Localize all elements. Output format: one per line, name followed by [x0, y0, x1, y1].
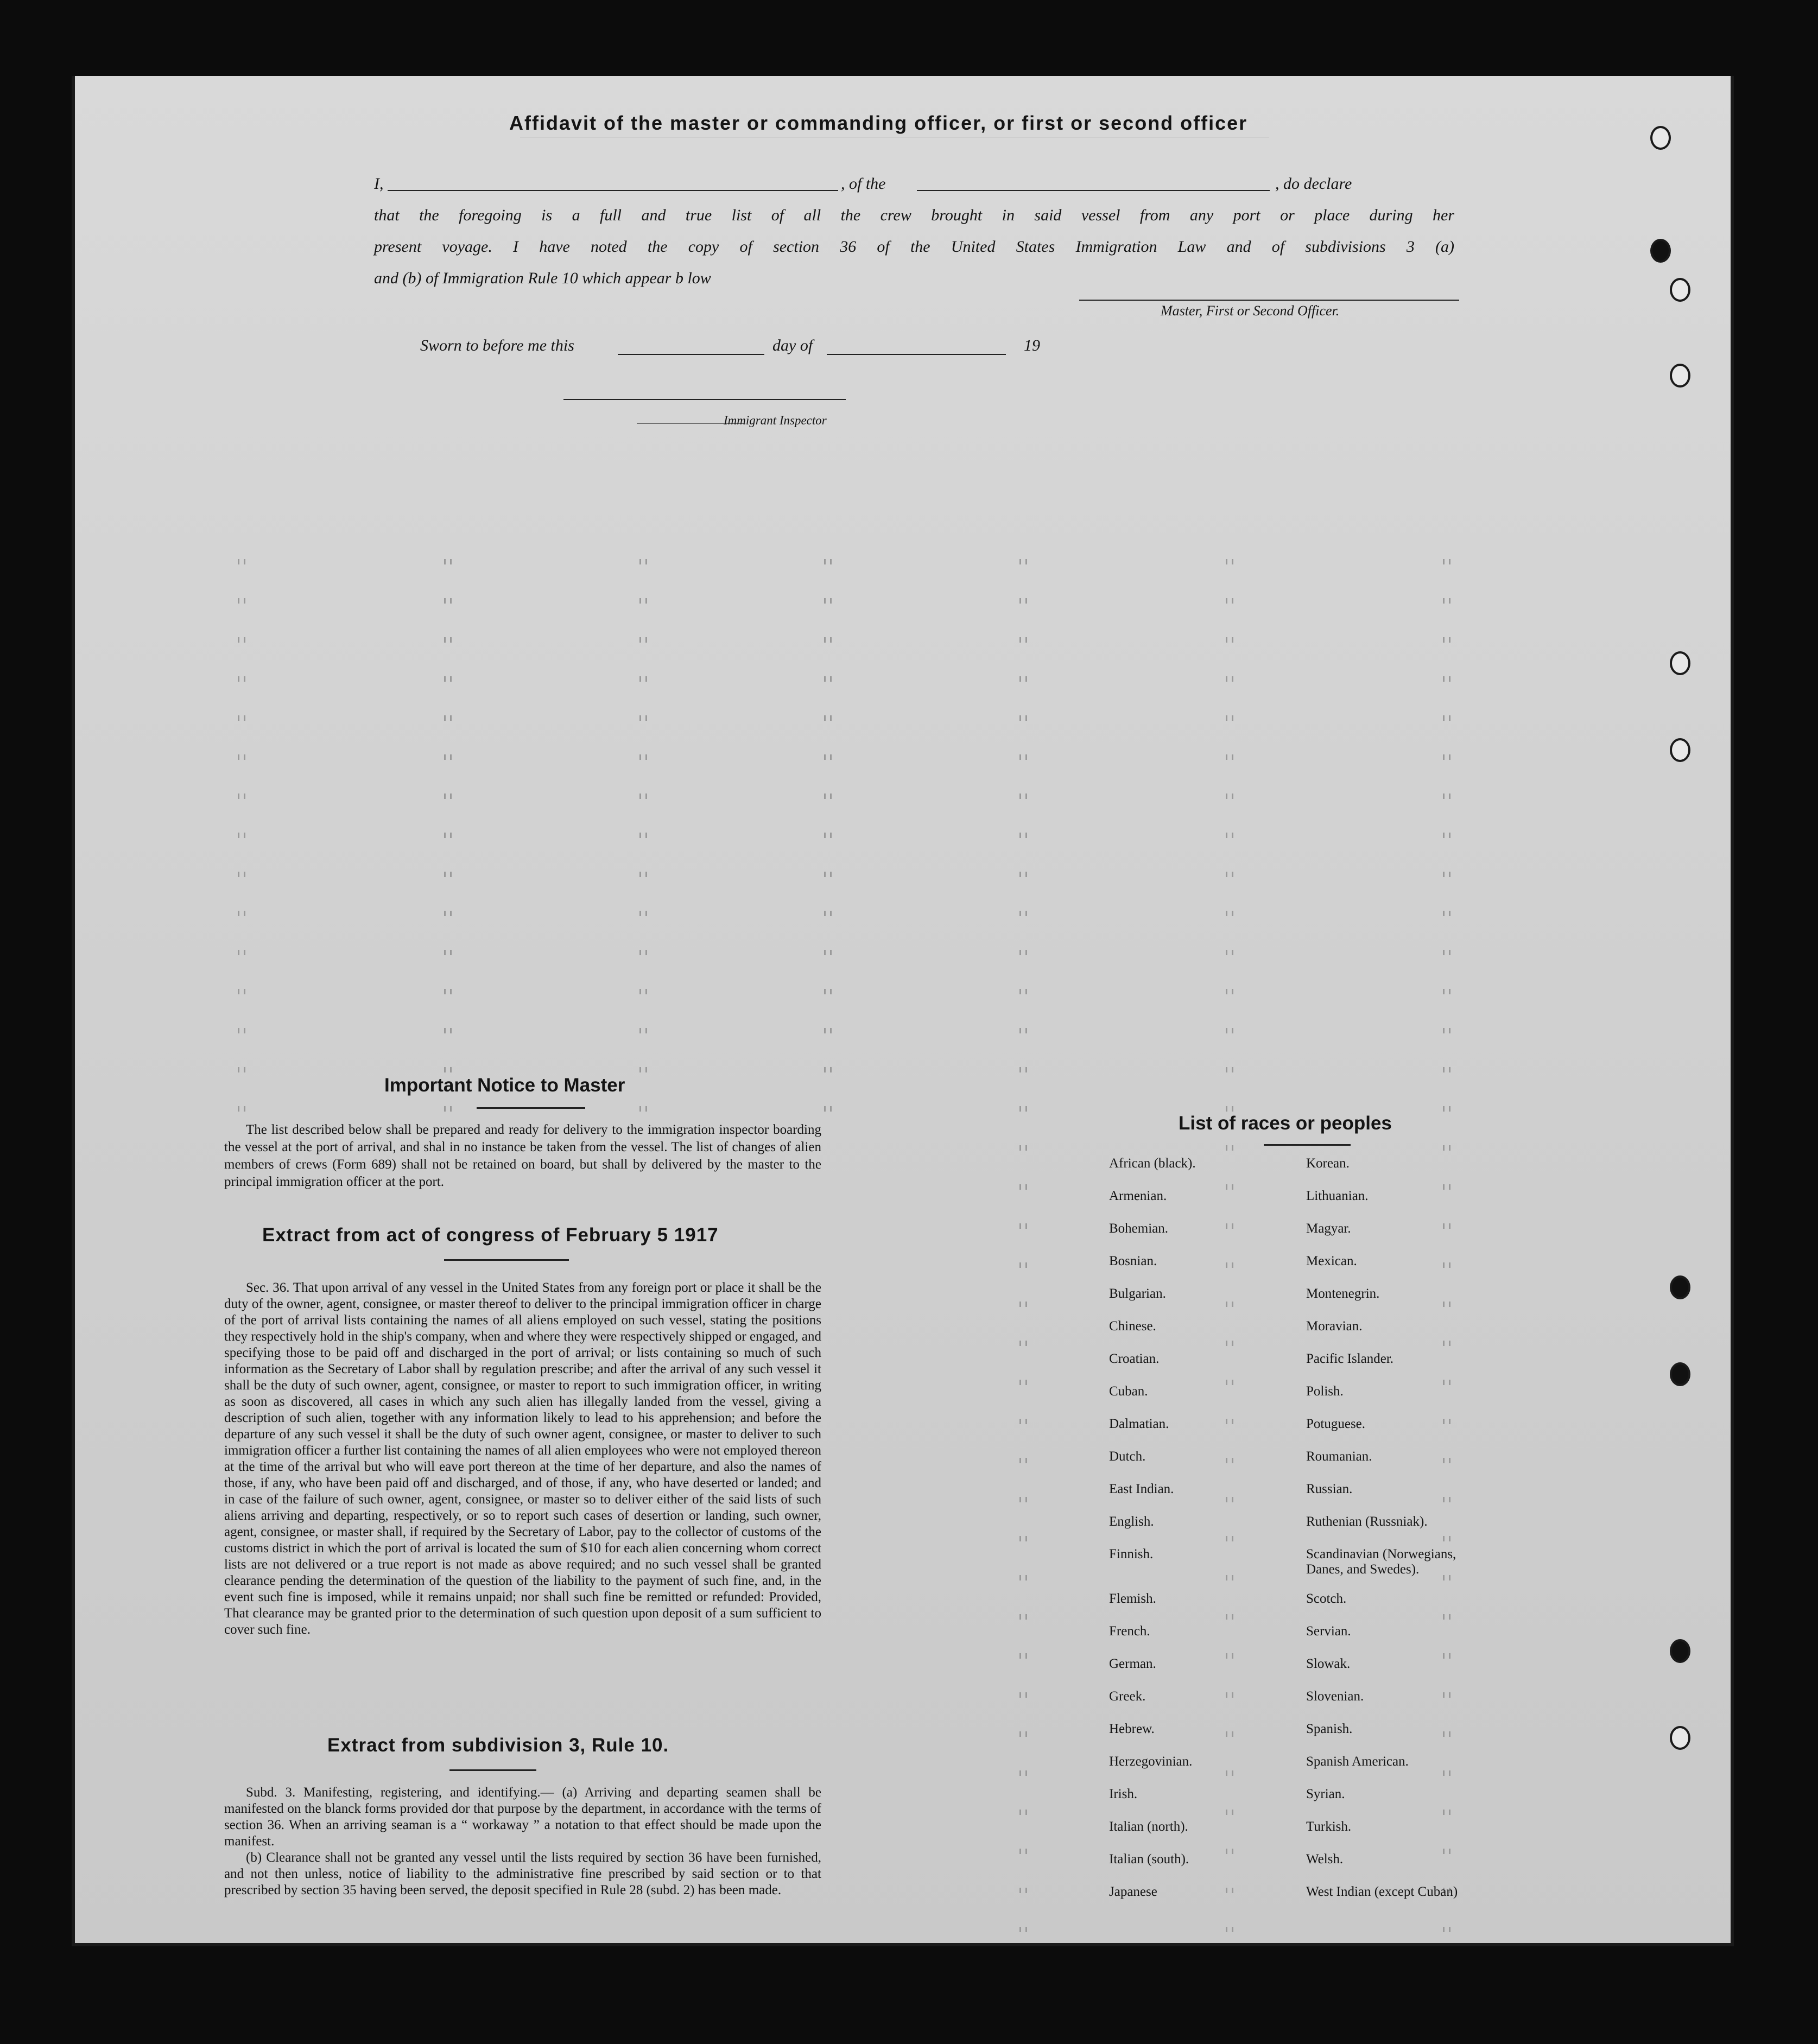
ghost-ditto-mark [639, 911, 647, 916]
affidavit-body [374, 168, 1454, 294]
ghost-ditto-mark [1226, 1927, 1233, 1932]
ghost-ditto-mark [1226, 1145, 1233, 1151]
signature-label: Master, First or Second Officer. [1161, 303, 1340, 319]
ghost-ditto-mark [1443, 1223, 1450, 1229]
affidavit-I: I, [374, 175, 384, 193]
race-item: Moravian. [1306, 1319, 1363, 1334]
ghost-ditto-mark [1443, 1262, 1450, 1268]
inspector-signature-line [563, 399, 846, 400]
ghost-ditto-mark [238, 559, 245, 564]
ghost-ditto-mark [444, 833, 452, 838]
ghost-ditto-mark [1443, 637, 1450, 643]
sworn-month-blank [827, 354, 1006, 355]
ghost-ditto-mark [1019, 1223, 1027, 1229]
ghost-ditto-mark [1019, 1888, 1027, 1893]
ghost-ditto-mark [639, 676, 647, 682]
ghost-ditto-mark [639, 872, 647, 877]
race-item: Finnish. [1109, 1547, 1154, 1561]
ghost-ditto-mark [1226, 911, 1233, 916]
ghost-ditto-mark [1019, 1028, 1027, 1033]
ghost-ditto-mark [1226, 1849, 1233, 1854]
ghost-ditto-mark [1443, 1731, 1450, 1737]
ghost-ditto-mark [1226, 1419, 1233, 1424]
ghost-ditto-mark [1443, 1145, 1450, 1151]
ghost-ditto-mark [444, 637, 452, 643]
ghost-ditto-mark [639, 1106, 647, 1112]
ghost-ditto-mark [444, 676, 452, 682]
affidavit-line-1 [374, 168, 1454, 200]
ghost-ditto-mark [1019, 1067, 1027, 1072]
ghost-ditto-mark [639, 715, 647, 721]
ghost-ditto-mark [1226, 1575, 1233, 1580]
sworn-day-of: day of [772, 337, 813, 354]
ghost-ditto-mark [238, 794, 245, 799]
ghost-ditto-mark [1226, 1223, 1233, 1229]
race-item: Scandinavian (Norwegians, Danes, and Swedes). [1306, 1547, 1456, 1577]
ghost-ditto-mark [824, 833, 832, 838]
ghost-ditto-mark [1019, 1692, 1027, 1698]
punch-hole [1670, 364, 1690, 388]
ghost-ditto-mark [824, 715, 832, 721]
punch-hole [1670, 1275, 1690, 1299]
ghost-ditto-mark [1443, 1419, 1450, 1424]
ghost-ditto-mark [238, 1028, 245, 1033]
ghost-ditto-mark [1443, 1849, 1450, 1854]
ghost-ditto-mark [238, 676, 245, 682]
extract-rule-underline [449, 1769, 536, 1771]
punch-hole [1670, 738, 1690, 762]
ghost-ditto-mark [1443, 715, 1450, 721]
sworn-day-blank [618, 354, 764, 355]
ghost-ditto-mark [1226, 1458, 1233, 1463]
ghost-ditto-mark [1019, 1262, 1027, 1268]
race-item: Dutch. [1109, 1449, 1146, 1464]
ghost-ditto-mark [1226, 950, 1233, 955]
ghost-ditto-mark [1443, 1653, 1450, 1659]
ghost-ditto-mark [238, 637, 245, 643]
ghost-ditto-mark [1443, 1067, 1450, 1072]
race-item: Lithuanian. [1306, 1189, 1369, 1203]
ghost-ditto-mark [1019, 1145, 1027, 1151]
ghost-ditto-mark [1226, 1106, 1233, 1112]
ghost-ditto-mark [1443, 872, 1450, 877]
race-item: Montenegrin. [1306, 1286, 1380, 1301]
ghost-ditto-mark [1226, 559, 1233, 564]
ghost-ditto-mark [1226, 598, 1233, 604]
race-item: Bulgarian. [1109, 1286, 1166, 1301]
rule-para-b: (b) Clearance shall not be granted any vessel until the lists required by section 36 have been furnished, and not then unless, notice of liability to the administrative fine prescribed by said section or to that prescribed by section 35 having been served, the deposit specified in Rule 28 (subd. 2) has been made. [224, 1850, 821, 1897]
race-item: Polish. [1306, 1384, 1344, 1399]
ghost-ditto-mark [1443, 1692, 1450, 1698]
ghost-ditto-mark [1019, 1380, 1027, 1385]
race-item: Greek. [1109, 1689, 1146, 1704]
race-item: Spanish. [1306, 1722, 1353, 1736]
sworn-year: 19 [1024, 337, 1040, 354]
ghost-ditto-mark [1019, 559, 1027, 564]
ghost-ditto-mark [444, 598, 452, 604]
race-item: Korean. [1306, 1156, 1350, 1171]
ghost-ditto-mark [1226, 715, 1233, 721]
ghost-ditto-mark [1019, 715, 1027, 721]
race-item: Slovenian. [1306, 1689, 1364, 1704]
race-item: Herzegovinian. [1109, 1754, 1193, 1769]
ghost-ditto-mark [1019, 950, 1027, 955]
ghost-ditto-mark [1226, 1888, 1233, 1893]
ghost-ditto-mark [1019, 1458, 1027, 1463]
ghost-ditto-mark [1019, 754, 1027, 760]
ghost-ditto-mark [1226, 794, 1233, 799]
race-item: Italian (south). [1109, 1852, 1189, 1867]
ghost-ditto-mark [444, 989, 452, 994]
ghost-ditto-mark [1443, 1028, 1450, 1033]
race-item: Turkish. [1306, 1819, 1352, 1834]
extract-act-title: Extract from act of congress of February 5 1917 [262, 1224, 719, 1246]
ghost-ditto-mark [1019, 1184, 1027, 1190]
ghost-ditto-mark [1226, 1067, 1233, 1072]
race-item: Syrian. [1306, 1787, 1345, 1801]
ghost-ditto-mark [1226, 1341, 1233, 1346]
punch-hole [1650, 126, 1671, 150]
ghost-ditto-mark [824, 794, 832, 799]
scan-border-top [0, 0, 1818, 76]
race-item: Italian (north). [1109, 1819, 1188, 1834]
extract-rule-title: Extract from subdivision 3, Rule 10. [327, 1735, 669, 1756]
signature-line [1079, 300, 1459, 301]
ghost-ditto-mark [1019, 1419, 1027, 1424]
ghost-ditto-mark [1226, 1536, 1233, 1541]
race-item: Roumanian. [1306, 1449, 1372, 1464]
race-item: Ruthenian (Russniak). [1306, 1514, 1428, 1529]
ghost-ditto-mark [238, 950, 245, 955]
ghost-ditto-mark [444, 559, 452, 564]
affidavit-line-2: that the foregoing is a full and true list of all the crew brought in said vessel from any port or place during her [374, 206, 1454, 224]
extract-act-underline [444, 1259, 569, 1261]
ghost-ditto-mark [1226, 1262, 1233, 1268]
name-blank [388, 190, 838, 191]
affidavit-do-declare: , do declare [1275, 175, 1352, 193]
notice-title: Important Notice to Master [384, 1075, 625, 1096]
ghost-ditto-mark [824, 911, 832, 916]
race-item: Pacific Islander. [1306, 1351, 1394, 1366]
race-item: African (black). [1109, 1156, 1196, 1171]
ghost-ditto-mark [1019, 676, 1027, 682]
race-item: Welsh. [1306, 1852, 1344, 1867]
race-item: East Indian. [1109, 1482, 1174, 1496]
race-item: Servian. [1306, 1624, 1351, 1639]
ghost-ditto-mark [444, 1067, 452, 1072]
ghost-ditto-mark [1443, 1458, 1450, 1463]
ghost-ditto-mark [1443, 754, 1450, 760]
ghost-ditto-mark [238, 1106, 245, 1112]
ghost-ditto-mark [1019, 872, 1027, 877]
ghost-ditto-mark [1226, 989, 1233, 994]
ghost-ditto-mark [1226, 872, 1233, 877]
race-item: Armenian. [1109, 1189, 1167, 1203]
ghost-ditto-mark [824, 1106, 832, 1112]
ghost-ditto-mark [824, 1028, 832, 1033]
ghost-ditto-mark [639, 989, 647, 994]
race-item: Potuguese. [1306, 1417, 1366, 1431]
ghost-ditto-mark [1226, 1692, 1233, 1698]
ghost-ditto-mark [824, 1067, 832, 1072]
race-item: Scotch. [1306, 1591, 1347, 1606]
ghost-ditto-mark [1226, 754, 1233, 760]
ghost-ditto-mark [1019, 1575, 1027, 1580]
ghost-ditto-mark [1019, 1341, 1027, 1346]
ghost-ditto-mark [1019, 1536, 1027, 1541]
race-item: Russian. [1306, 1482, 1353, 1496]
ghost-ditto-mark [1019, 911, 1027, 916]
ghost-ditto-mark [1019, 794, 1027, 799]
document-page [75, 76, 1731, 1943]
race-item: Irish. [1109, 1787, 1138, 1801]
race-item: Japanese [1109, 1884, 1157, 1899]
ghost-ditto-mark [444, 715, 452, 721]
races-underline [1264, 1144, 1351, 1146]
punch-hole [1670, 1726, 1690, 1750]
ghost-ditto-mark [444, 950, 452, 955]
ghost-ditto-mark [444, 911, 452, 916]
ghost-ditto-mark [824, 872, 832, 877]
ghost-ditto-mark [1019, 1731, 1027, 1737]
ghost-ditto-mark [1443, 1810, 1450, 1815]
ghost-ditto-mark [1443, 833, 1450, 838]
ghost-ditto-mark [444, 794, 452, 799]
punch-hole [1650, 239, 1671, 263]
ghost-ditto-mark [1019, 637, 1027, 643]
race-item: German. [1109, 1656, 1156, 1671]
race-item: Bosnian. [1109, 1254, 1157, 1268]
rule-para-a: Subd. 3. Manifesting, registering, and identifying.— (a) Arriving and departing seamen shall be manifested on the blanck forms provided dor that purpose by the department, in accordance with the terms of section 36. When an arriving seaman is a “ workaway ” a notation to that effect should be made upon the manifest. [224, 1785, 821, 1849]
race-item: West Indian (except Cuban) [1306, 1884, 1458, 1899]
ghost-ditto-mark [824, 598, 832, 604]
ghost-ditto-mark [824, 559, 832, 564]
ghost-ditto-mark [1226, 833, 1233, 838]
inspector-label: Immigrant Inspector [724, 414, 827, 427]
ghost-ditto-mark [1019, 833, 1027, 838]
ghost-ditto-mark [1443, 598, 1450, 604]
race-item: Croatian. [1109, 1351, 1160, 1366]
ghost-ditto-mark [238, 989, 245, 994]
ghost-ditto-mark [1443, 989, 1450, 994]
ghost-ditto-mark [1443, 676, 1450, 682]
affidavit-of-the: , of the [841, 175, 886, 193]
ghost-ditto-mark [1226, 1380, 1233, 1385]
ghost-ditto-mark [238, 833, 245, 838]
race-item: Spanish American. [1306, 1754, 1409, 1769]
ghost-ditto-mark [1226, 1614, 1233, 1620]
ghost-ditto-mark [1226, 637, 1233, 643]
ghost-ditto-mark [639, 754, 647, 760]
ghost-ditto-mark [1443, 1770, 1450, 1776]
ghost-ditto-mark [238, 598, 245, 604]
ghost-ditto-mark [1226, 1028, 1233, 1033]
ghost-ditto-mark [1443, 794, 1450, 799]
ghost-ditto-mark [1019, 1927, 1027, 1932]
ghost-ditto-mark [1443, 950, 1450, 955]
ghost-ditto-mark [1443, 1614, 1450, 1620]
ghost-ditto-mark [444, 754, 452, 760]
ghost-ditto-mark [1226, 676, 1233, 682]
ghost-ditto-mark [238, 715, 245, 721]
ghost-ditto-mark [639, 1067, 647, 1072]
punch-hole [1670, 1362, 1690, 1386]
race-item: Magyar. [1306, 1221, 1351, 1236]
ghost-ditto-mark [1019, 1810, 1027, 1815]
ghost-ditto-mark [639, 833, 647, 838]
race-item: French. [1109, 1624, 1150, 1639]
race-item: English. [1109, 1514, 1154, 1529]
ghost-ditto-mark [238, 754, 245, 760]
race-item: Chinese. [1109, 1319, 1156, 1334]
ghost-ditto-mark [1019, 1302, 1027, 1307]
ghost-ditto-mark [1019, 1849, 1027, 1854]
ghost-ditto-mark [444, 872, 452, 877]
ghost-ditto-mark [639, 950, 647, 955]
ghost-ditto-mark [1226, 1302, 1233, 1307]
ghost-ditto-mark [1443, 1497, 1450, 1502]
ghost-ditto-mark [1226, 1770, 1233, 1776]
ghost-ditto-mark [444, 1028, 452, 1033]
sworn-text: Sworn to before me this [420, 337, 574, 354]
race-item: Cuban. [1109, 1384, 1148, 1399]
punch-hole [1670, 651, 1690, 675]
ghost-ditto-mark [1019, 1653, 1027, 1659]
races-title: List of races or peoples [1179, 1113, 1392, 1134]
ghost-ditto-mark [1443, 559, 1450, 564]
race-item: Slowak. [1306, 1656, 1351, 1671]
affidavit-line-3: present voyage. I have noted the copy of section 36 of the United States Immigration Law and of subdivisions 3 (a) [374, 238, 1454, 256]
vessel-blank [917, 190, 1270, 191]
ghost-ditto-mark [1019, 1614, 1027, 1620]
ghost-ditto-mark [639, 598, 647, 604]
ghost-ditto-mark [1443, 911, 1450, 916]
ghost-ditto-mark [639, 559, 647, 564]
ghost-ditto-mark [824, 950, 832, 955]
race-item: Hebrew. [1109, 1722, 1155, 1736]
ghost-ditto-mark [1019, 989, 1027, 994]
ghost-ditto-mark [1443, 1380, 1450, 1385]
punch-hole [1670, 1639, 1690, 1663]
ghost-ditto-mark [639, 794, 647, 799]
ghost-ditto-mark [1443, 1536, 1450, 1541]
race-item: Flemish. [1109, 1591, 1156, 1606]
notice-text: The list described below shall be prepared and ready for delivery to the immigration inspector boarding the vessel at the port of arrival, and shal in no instance be taken from the vessel. The list of changes of alien members of crews (Form 689) shall not be retained on board, but shall by delivered by the master to the principal immigration officer at the port. [224, 1122, 821, 1189]
race-item: Dalmatian. [1109, 1417, 1169, 1431]
ghost-ditto-mark [1019, 598, 1027, 604]
ghost-ditto-mark [238, 872, 245, 877]
notice-underline [477, 1107, 585, 1109]
ghost-ditto-mark [639, 1028, 647, 1033]
ghost-ditto-mark [1226, 1184, 1233, 1190]
ghost-ditto-mark [1443, 1184, 1450, 1190]
ghost-ditto-mark [444, 1106, 452, 1112]
ghost-ditto-mark [1019, 1497, 1027, 1502]
extract-rule-text [224, 1785, 821, 1899]
ghost-ditto-mark [1226, 1653, 1233, 1659]
race-item: Bohemian. [1109, 1221, 1169, 1236]
extract-act-text: Sec. 36. That upon arrival of any vessel in the United States from any foreign port or place it shall be the duty of the owner, agent, consignee, or master thereof to deliver to the principal immigration officer in charge of the port of arrival lists containing the names of all aliens employed on such vessel, stating the positions they respectively hold in the ship's company, when and where they were respectively shipped or engaged, and specifying those to be paid off and discharged in the port of arrival; or lists containing so much of such information as the Secretary of Labor shall by regulation prescribe; and after the arrival of any such vessel it shall be the duty of such owner, agent, consignee, or master to report to such immigration officer, in writing as soon as discovered, all cases in which any such alien has illegally landed from the vessel, giving a description of such alien, together with any information likely to lead to his apprehension; and before the departure of any such vessel it shall be the duty of such owner agent, consignee, or master to deliver to such immigration officer a further list containing the names of all alien employees who were not employed thereon at the time of the arrival but who will eave port thereon at the time of her departure, and also the names of those, if any, who have been paid off and discharged, and of those, if any, who have deserted or landed; and in case of the failure of such owner, agent, consignee, or master so to deliver either of the said lists of such aliens arriving and departing, respectively, or so to report such cases of desertion or landing, such owner, agent, consignee, or master shall, if required by the Secretary of Labor, pay to the collector of customs of the customs district in which the port of arrival is located the sum of $10 for each alien concerning whom correct lists are not delivered or a true report is not made as above required; and no such vessel shall be granted clearance pending the determination of the question of the liability to the payment of such fine, and, in the event such fine is imposed, while it remains unpaid; nor shall such fine be remitted or refunded: Provided, That clearance may be granted prior to the determination of such question upon deposit of a sum sufficient to cover such fine. [224, 1280, 821, 1637]
affidavit-line-4: and (b) of Immigration Rule 10 which appear b low [374, 269, 711, 287]
ghost-ditto-mark [1226, 1810, 1233, 1815]
ghost-ditto-mark [824, 754, 832, 760]
ghost-ditto-mark [1019, 1106, 1027, 1112]
punch-hole [1670, 278, 1690, 302]
ghost-ditto-mark [824, 989, 832, 994]
race-item: Mexican. [1306, 1254, 1357, 1268]
ghost-ditto-mark [238, 1067, 245, 1072]
ghost-ditto-mark [238, 911, 245, 916]
ghost-ditto-mark [1226, 1497, 1233, 1502]
ghost-ditto-mark [639, 637, 647, 643]
ghost-ditto-mark [1226, 1731, 1233, 1737]
ghost-ditto-mark [824, 637, 832, 643]
ghost-ditto-mark [1019, 1770, 1027, 1776]
affidavit-title: Affidavit of the master or commanding officer, or first or second officer [509, 112, 1248, 134]
ghost-ditto-mark [824, 676, 832, 682]
ghost-ditto-mark [1443, 1927, 1450, 1932]
ghost-ditto-mark [1443, 1341, 1450, 1346]
ghost-ditto-mark [1443, 1302, 1450, 1307]
ghost-ditto-mark [1443, 1106, 1450, 1112]
